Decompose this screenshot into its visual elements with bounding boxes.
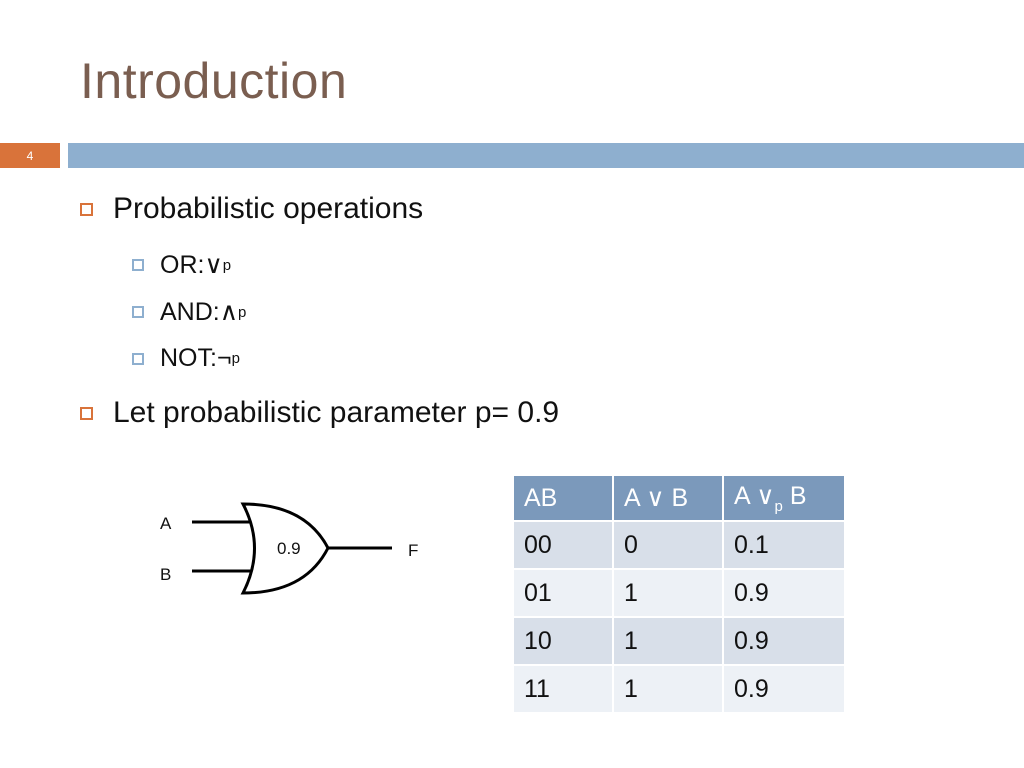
table-cell: 1 [613,665,723,713]
table-cell: 0.9 [723,569,845,617]
table-row [513,569,845,617]
table-cell: 1 [613,617,723,665]
slide-number: 4 [0,143,60,168]
subscript: p [774,498,783,515]
slide-title: Introduction [80,53,348,109]
header-a-or-b: A ∨ B [613,475,723,521]
truth-table [512,474,846,714]
table-cell: 0.9 [723,617,845,665]
table-row [513,521,845,569]
table-cell: 0.9 [723,665,845,713]
sub-bullet-label: AND: [160,297,220,326]
table-header-row [513,475,845,521]
header-text: B [782,482,807,510]
sub-bullet-label: NOT: [160,344,217,372]
subscript: p [222,256,232,274]
gate-param: 0.9 [277,539,301,558]
sub-bullet-label: OR: [160,250,205,279]
bullet-text: Let probabilistic parameter p= 0.9 [113,396,560,429]
gate-input-a: A [160,514,172,533]
subscript: p [231,350,240,367]
header-ab: AB [513,475,613,521]
table-cell: 01 [513,569,613,617]
not-symbol: ¬ [216,344,232,372]
table-cell: 0 [613,521,723,569]
subscript: p [238,303,247,321]
table-cell: 10 [513,617,613,665]
table-cell: 00 [513,521,613,569]
gate-input-b: B [160,565,172,584]
bullet-text: Probabilistic operations [113,192,424,225]
table-cell: 0.1 [723,521,845,569]
header-text: A ∨ [734,482,775,510]
header-a-orp-b [723,475,845,521]
table-row [513,665,845,713]
and-symbol: ∧ [219,298,239,326]
or-symbol: ∨ [204,251,223,279]
table-row [513,617,845,665]
table-cell: 11 [513,665,613,713]
gate-output-f: F [408,541,419,560]
table-cell: 1 [613,569,723,617]
